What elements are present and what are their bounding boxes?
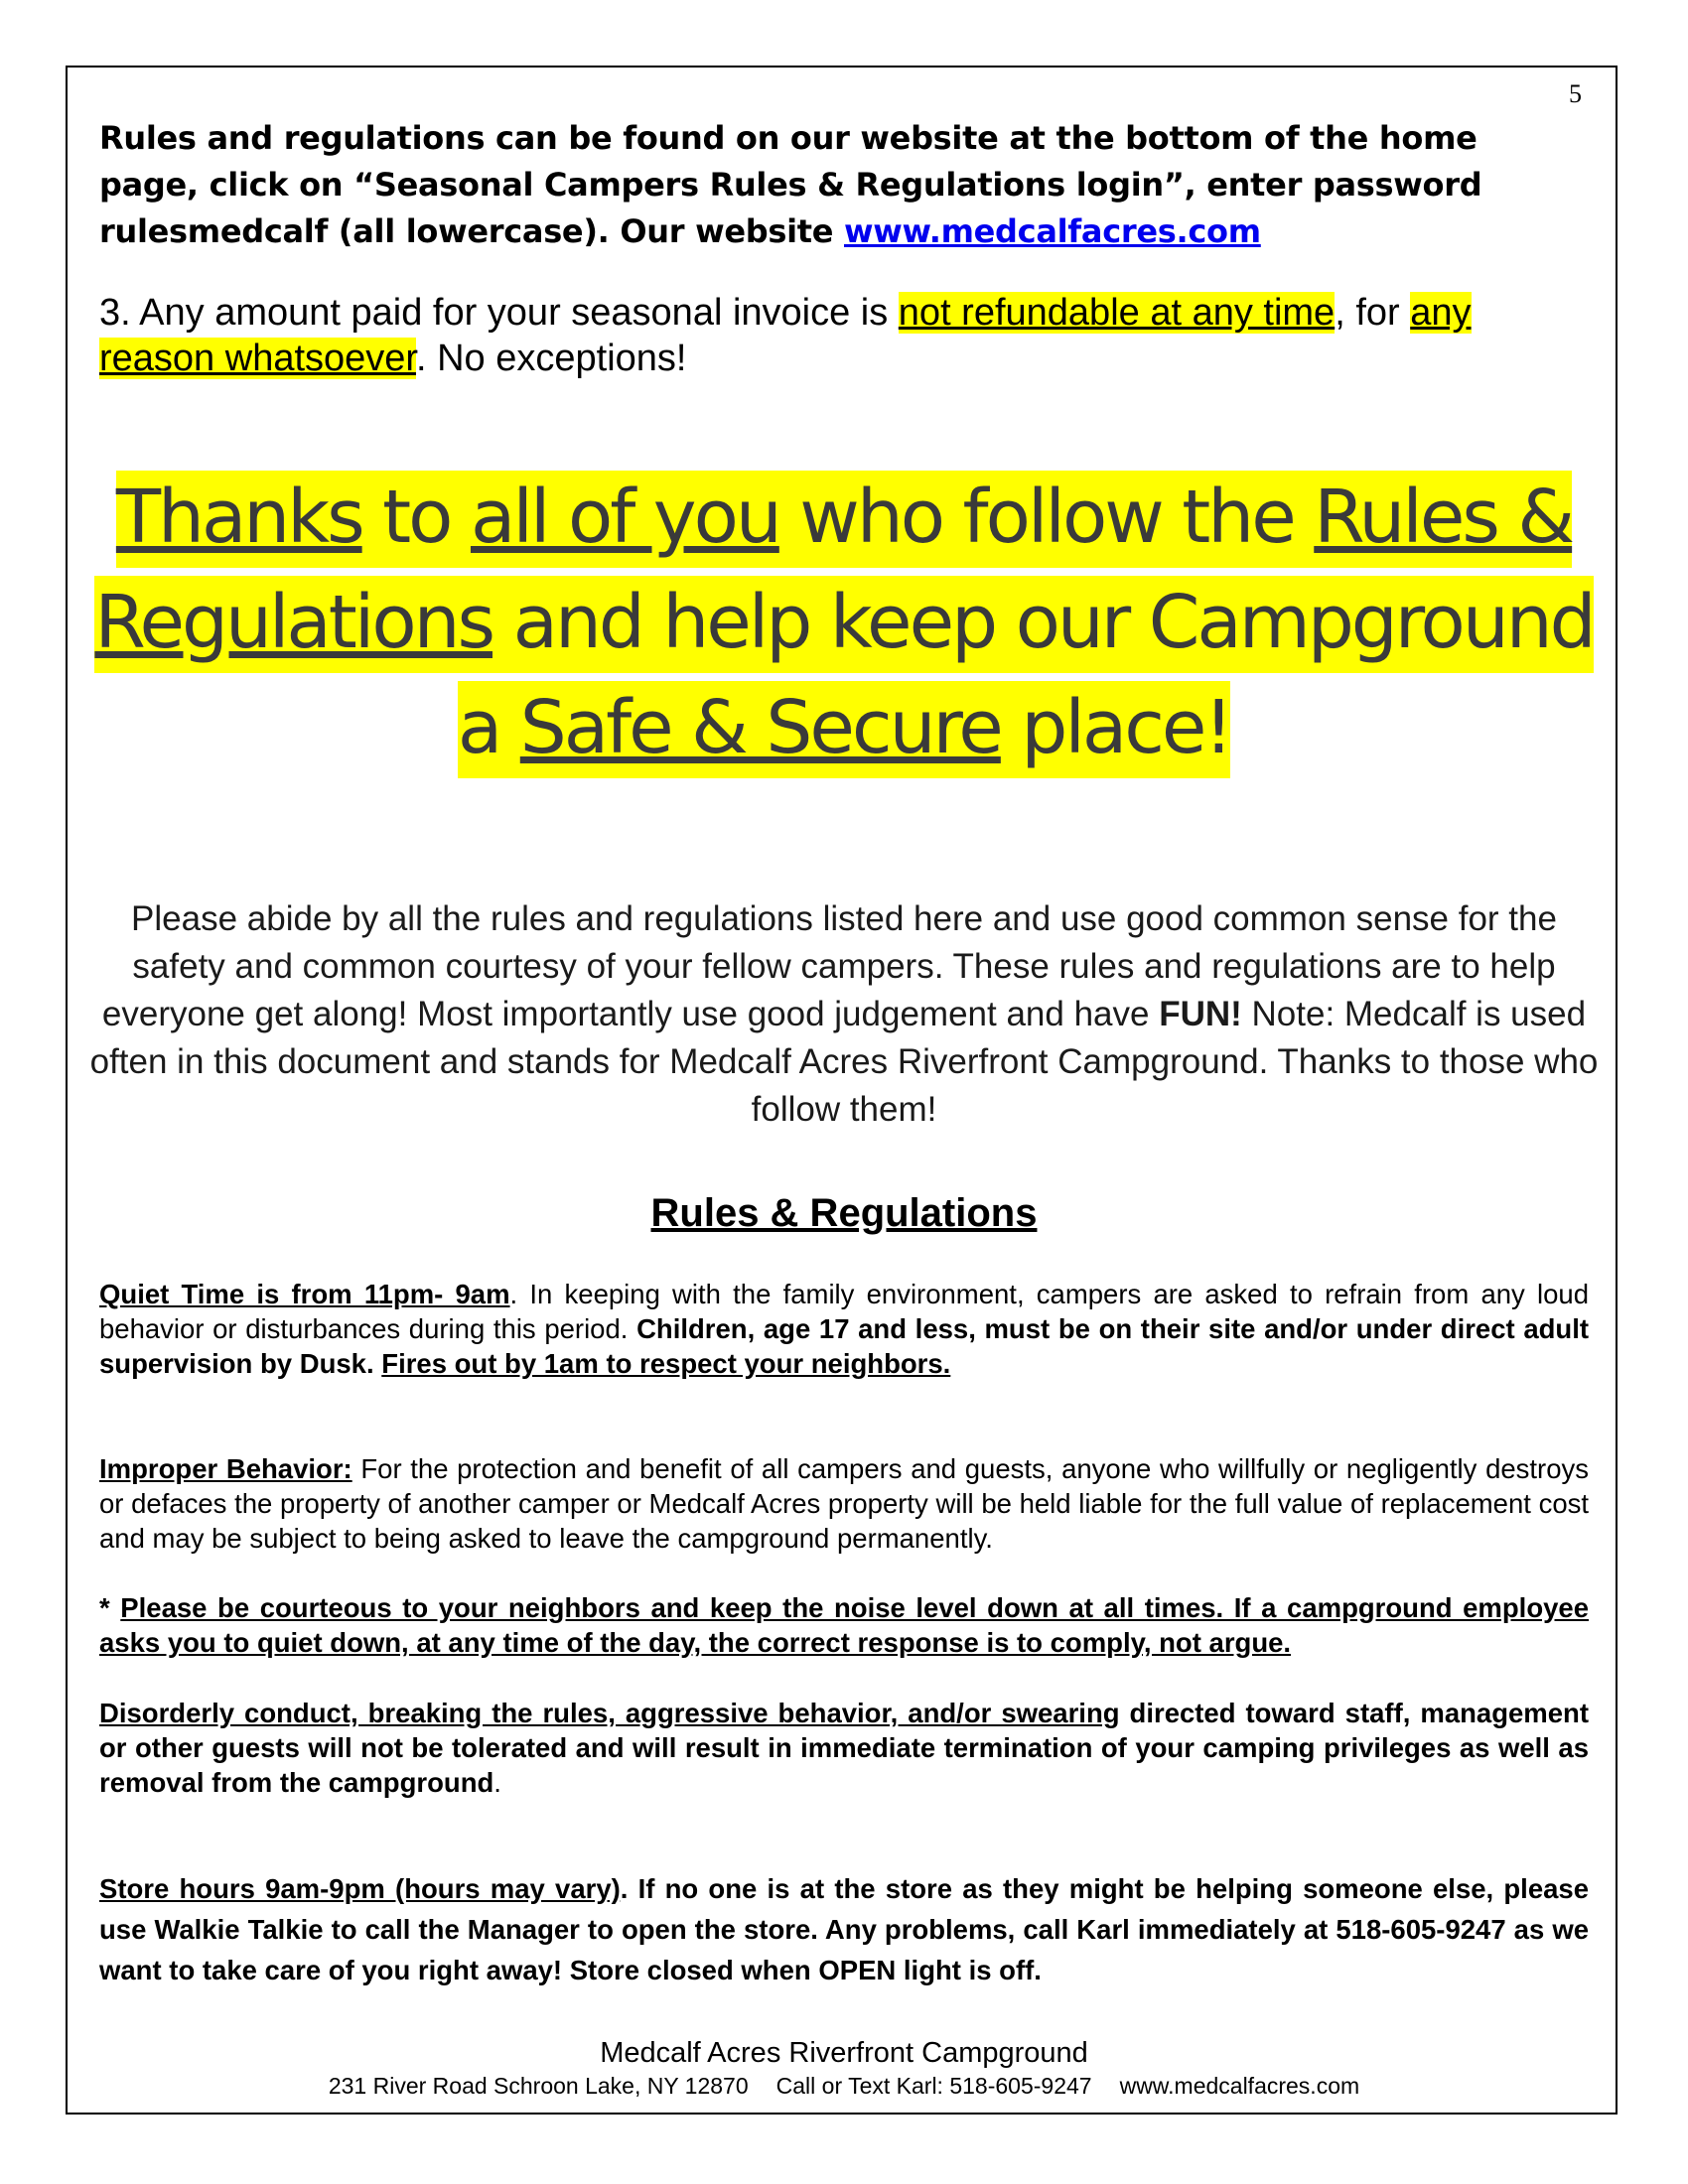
thanks-banner: [79, 465, 1609, 780]
footer-campground-name: Medcalf Acres Riverfront Campground: [600, 2037, 1088, 2069]
thanks-word-5: Rules & Regulations: [94, 471, 1572, 673]
page-footer: [99, 2035, 1589, 2101]
fires-rule: Fires out by 1am to respect your neighbors.: [381, 1348, 951, 1379]
refund-lead: 3. Any amount paid for your seasonal invoice is: [99, 292, 899, 334]
please-tail: Note: Medcalf is used often in this document and stands for Medcalf Acres Riverfront Campground. Thanks to those who follow them!: [89, 995, 1599, 1129]
thanks-word-4: who follow the: [779, 471, 1314, 568]
thanks-word-2: to: [362, 471, 471, 568]
disorderly-end: .: [493, 1767, 501, 1798]
disorderly-label: Disorderly conduct, breaking the rules, aggressive behavior, and/or swearing: [99, 1698, 1120, 1728]
quiet-time-label: Quiet Time is from 11pm- 9am: [99, 1279, 510, 1309]
footer-contact-line: [99, 2071, 1589, 2101]
thanks-word-1: Thanks: [116, 471, 362, 568]
improper-behavior-label: Improper Behavior:: [99, 1453, 352, 1484]
quiet-time-text: . In keeping with the family environment, campers are asked to refrain from any loud behavior or disturbances during this period.: [99, 1279, 1589, 1344]
quiet-time-rule: [99, 1277, 1589, 1381]
footer-address: 231 River Road Schroon Lake, NY 12870: [328, 2073, 749, 2099]
store-hours-rule: [99, 1868, 1589, 1990]
courteous-text: Please be courteous to your neighbors and keep the noise level down at all times. If a campground employee asks you to quiet down, at any time of the day, the correct response is to comply, not argue.: [99, 1592, 1590, 1658]
page-number: 5: [1569, 79, 1582, 108]
disorderly-text: directed toward staff, management or other guests will not be tolerated and will result in immediate termination of your camping privileges as well as removal from the campground: [99, 1698, 1590, 1798]
courteous-rule: [99, 1590, 1589, 1660]
please-abide-paragraph: [89, 895, 1599, 1134]
please-lead: Please abide by all the rules and regulations listed here and use good common sense for the safety and common courtesy of your fellow campers. These rules and regulations are to help everyone get along! Most importantly use good judgement and have: [101, 899, 1557, 1033]
refund-policy: [99, 290, 1589, 381]
children-rule: Children, age 17 and less, must be on their site and/or under direct adult supervision by Dusk.: [99, 1313, 1590, 1379]
website-instructions-text: Rules and regulations can be found on our website at the bottom of the home page, click on “Seasonal Campers Rules & Regulations login”, enter password rulesmedcalf (all lowercase). Our website: [99, 119, 1482, 250]
footer-website: www.medcalfacres.com: [1119, 2073, 1360, 2099]
website-link[interactable]: www.medcalfacres.com: [844, 212, 1261, 250]
footer-phone: Call or Text Karl: 518-605-9247: [775, 2073, 1092, 2099]
disorderly-conduct-rule: [99, 1696, 1589, 1800]
improper-behavior-text: For the protection and benefit of all campers and guests, anyone who willfully or negligently destroys or defaces the property of another camper or Medcalf Acres property will be held liable for the full value of replacement cost and may be subject to being asked to leave the campground permanently.: [99, 1453, 1589, 1554]
store-hours-text: . If no one is at the store as they might be helping someone else, please use Walkie Talkie to call the Manager to open the store. Any problems, call Karl immediately at 518-605-9247 as we want to take care of you right away! Store closed when OPEN light is off.: [99, 1873, 1589, 1985]
refund-highlight-1: not refundable at any time: [898, 292, 1336, 334]
refund-tail: . No exceptions!: [415, 338, 687, 379]
refund-highlight-2: any reason whatsoever: [99, 292, 1472, 379]
rules-heading: Rules & Regulations: [650, 1191, 1038, 1235]
thanks-word-7: Safe & Secure: [520, 681, 1001, 778]
website-instructions: [99, 115, 1549, 255]
refund-mid: , for: [1335, 292, 1411, 334]
courteous-star: *: [99, 1592, 121, 1623]
store-hours-label: Store hours 9am-9pm (hours may vary): [99, 1873, 621, 1904]
thanks-word-6: and help keep our Campground a: [458, 576, 1594, 778]
improper-behavior-rule: [99, 1451, 1589, 1556]
thanks-word-3: all of you: [471, 471, 779, 568]
thanks-word-8: place!: [1001, 681, 1230, 778]
fun-text: FUN!: [1159, 995, 1242, 1033]
